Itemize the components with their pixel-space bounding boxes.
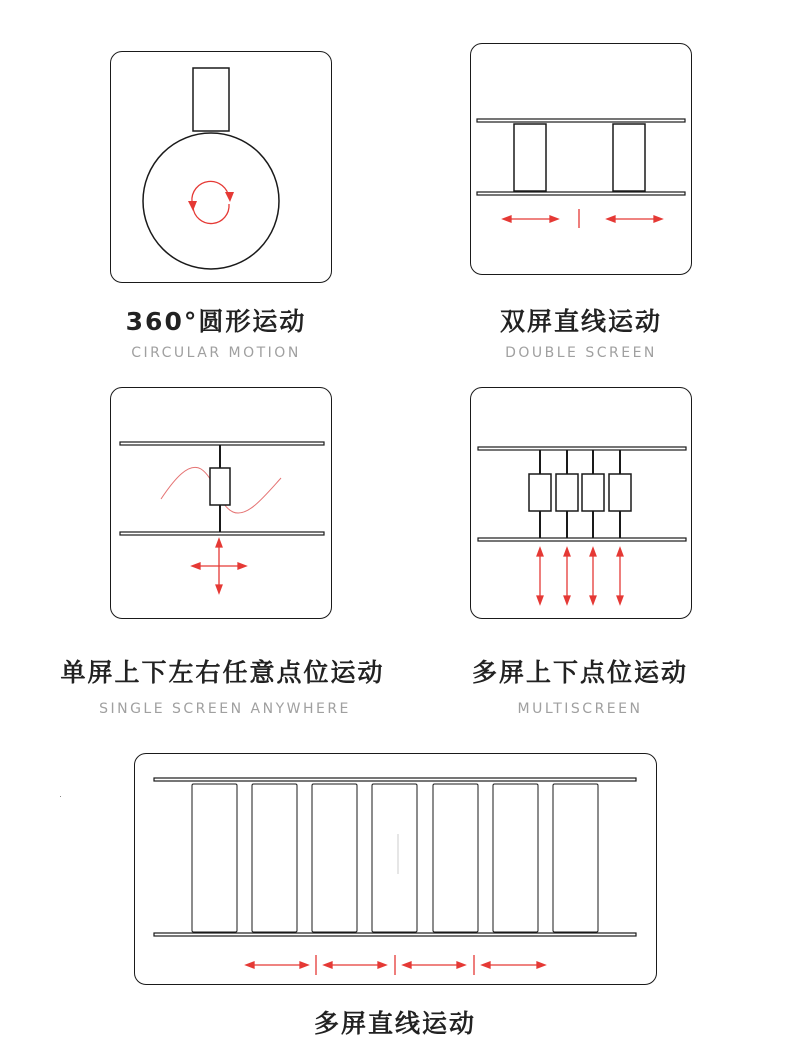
- multiscreen-vertical-subtitle: MULTISCREEN: [517, 701, 643, 717]
- screen-panel: [556, 474, 578, 511]
- screen-panel: [193, 68, 229, 131]
- multiscreen-vertical-title: 多屏上下点位运动: [471, 658, 688, 687]
- rotating-disc: [143, 133, 279, 269]
- single-screen-anywhere-subtitle: SINGLE SCREEN ANYWHERE: [99, 701, 351, 717]
- double-screen-diagram: [470, 43, 692, 275]
- screen-panel: [609, 474, 631, 511]
- bottom-rail: [120, 532, 324, 535]
- multiscreen-linear-title: 多屏直线运动: [313, 1009, 476, 1038]
- screen-panel: [582, 474, 604, 511]
- screen-panel: [553, 784, 598, 932]
- top-rail: [478, 447, 686, 450]
- single-screen-anywhere-title: 单屏上下左右任意点位运动: [60, 658, 385, 687]
- circular-motion-diagram: [110, 51, 332, 283]
- circular-motion-subtitle: CIRCULAR MOTION: [131, 345, 301, 361]
- double-screen-title: 双屏直线运动: [499, 307, 662, 336]
- screen-panel: [210, 468, 230, 505]
- vertical-arrow-icon: [537, 548, 543, 604]
- top-rail: [154, 778, 636, 781]
- screen-panel: [252, 784, 297, 932]
- top-rail: [477, 119, 685, 122]
- vertical-arrow-icon: [564, 548, 570, 604]
- screen-panel: [529, 474, 551, 511]
- vertical-arrow-icon: [617, 548, 623, 604]
- screen-panel: [192, 784, 237, 932]
- single-screen-anywhere-diagram: [110, 387, 332, 619]
- screen-panel: [613, 124, 645, 191]
- screen-panel: [312, 784, 357, 932]
- bottom-rail: [477, 192, 685, 195]
- screen-panel: [372, 784, 417, 932]
- multiscreen-linear-diagram: [134, 753, 657, 985]
- screen-panel: [433, 784, 478, 932]
- horizontal-arrows-icon: [246, 955, 545, 975]
- screen-panel: [514, 124, 546, 191]
- multiscreen-vertical-diagram: [470, 387, 692, 619]
- vertical-arrow-icon: [590, 548, 596, 604]
- screen-panel: [493, 784, 538, 932]
- top-rail: [120, 442, 324, 445]
- move-arrows-icon: [192, 539, 246, 593]
- stray-dot: [60, 796, 61, 797]
- double-screen-subtitle: DOUBLE SCREEN: [505, 345, 657, 361]
- circular-motion-title: 360°圆形运动: [125, 307, 307, 336]
- bottom-rail: [154, 933, 636, 936]
- bottom-rail: [478, 538, 686, 541]
